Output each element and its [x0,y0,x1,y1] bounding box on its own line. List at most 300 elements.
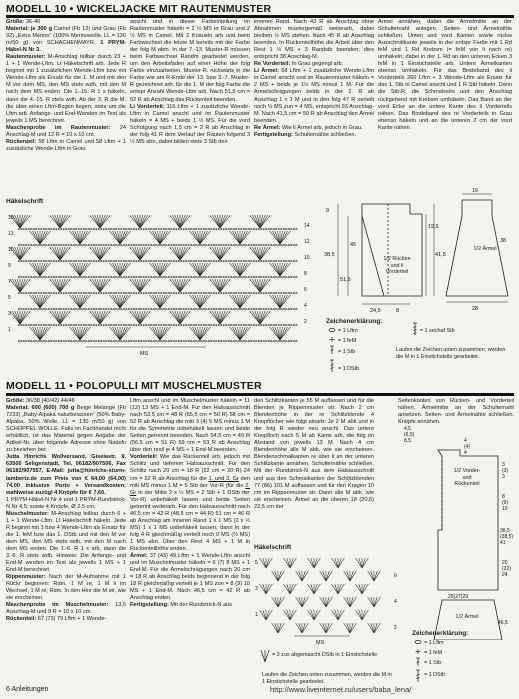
m11-stitch [278,571,284,581]
m10-chain [293,276,297,278]
m10-chain [143,308,147,310]
m10-chain [208,340,212,342]
m10-chain [58,260,62,262]
m11c4-para-0: Seitenkanten von Rücken- und Vorderteil nähen, Ärmelmitte an der Schulternaht ansetzen. Seiten- und Ärmelnähte schließen. Knöpfe annähen. [398,398,514,426]
m10-stitch [120,327,125,340]
m10-chain [143,244,147,246]
m10-chain [223,260,227,262]
m10-chain [188,292,192,294]
m10-chain [38,276,42,278]
m10-chain [143,228,147,230]
sch10-right-top: 16 [472,188,479,194]
m10-chain [273,228,277,230]
m10-chain [118,292,122,294]
m10-stitch [75,263,80,276]
m10-chain [43,244,47,246]
model11-schematic [398,410,516,640]
m11-stitch [362,558,368,568]
m10-chain [163,260,167,262]
m10-chart-row-5: 5 [8,295,11,301]
m11c1-para-6: Maschenprobe im Muschelmuster: 13,5 Anschlag-M und 9 R = 10 x 10 cm. [6,602,126,616]
m11-stitch [314,610,317,620]
m10-chain [113,260,117,262]
model10-text-col4 [378,19,512,179]
m10-chain [108,324,112,326]
m10-chain [93,228,97,230]
m10-chain [88,228,92,230]
m10-stitch [15,247,20,260]
m10-chain [198,292,202,294]
m10-chain [63,292,67,294]
m10-chain [243,228,247,230]
m10-chain [78,340,82,342]
m10-chain [268,228,272,230]
m10-chain [103,324,107,326]
m10-stitch [175,311,180,324]
m11-stitch [332,610,338,620]
m10-chain [33,308,37,310]
m10-chain [68,260,72,262]
m10-stitch [120,231,125,244]
m10-stitch [155,295,160,308]
m10-chain [73,324,77,326]
m10c2-para-0: anschl und in dieser Farbeinteilung im Rautenmuster häkeln = 2 ½ MS in Grau und 2 ½ MS in Camel. Mit 2 Knäueln arb und beim Farbwechsel die letzte M bereits mit der Farbe der folg M abm. In der 7.-13. Muster-R müssen beim Farbwechsel Randm gearbeitet werden, um den Arbeitsfaden auf einer Höhe der folg Farbe einzuarbeiten. Muster-R. rückwärts in die Farbe wie am R-Ende der 13. bzw 3.-7. Muster-R gezeichnet arb, für die 1. M der folg Farbe die entspr Anzahl Wende-Lftm arb. Nach 51,5 cm = 62 R ab Anschlag das Rückenteil beenden. [130,19,250,103]
m10-chain [108,276,112,278]
m10-stitch [15,215,20,228]
m10-stitch [80,263,85,276]
m10-chain [128,308,132,310]
m10-chain [233,308,237,310]
m10-stitch [180,279,185,292]
m10-chain [33,340,37,342]
m11-stitch [278,623,281,633]
m10c2-para-1: Li Vorderteil: 116 Lftm + 1 zusätzliche Wende-Lftm in Camel anschl und im Rautenmuster häkeln = 4 MS + beids 1 ½ MS. Für die vord Schrägung nach 1,5 cm = 2 R ab Anschlag in der folg 41 R dem Verlauf der Rauten folgend 3 ½ MS abn, dabei bilden stets 3 Stb den [130,103,250,145]
m10-chain [73,228,77,230]
m10-chain [233,292,237,294]
m10-chain [193,292,197,294]
m10-stitch [175,279,180,292]
m10-chain [53,260,57,262]
m10-chain [118,244,122,246]
m10-chain [218,228,222,230]
m10-chain [73,244,77,246]
m10-chain [28,244,32,246]
m10-chain [213,244,217,246]
m11c1-para-2: Jutta Hinrichs Wollversand, Giselastr. 9, 63500 Seligenstadt, Tel. 06182/907506, Fax 06182/907557, E-Mail: jutta@hinrichs-sturm-lambertz.de zum Preis von € 64,00 (64,00) 74,00 inklusive Porto + Versandkosten; wahlweise zuzügl 4 Knöpfe für € 7,60. [6,454,126,496]
m10-chain [208,276,212,278]
m10-chain [208,228,212,230]
m10-chain [208,308,212,310]
m11-stitch [266,584,272,594]
m10-chain [133,308,137,310]
m10-chain [103,228,107,230]
m10-chain [248,340,252,342]
m10-chain [183,324,187,326]
m11-chart-ms: MS [316,640,325,646]
m10-chain [23,228,27,230]
s11-f2: (22) [502,566,511,572]
m10-chain [178,260,182,262]
m10-chain [138,260,142,262]
m11-stitch [332,584,338,594]
m10-chain [48,260,52,262]
m10-chain [53,308,57,310]
sch10-bot1: 24,5 [370,308,381,314]
sch10-right-r1: 19,5 [428,224,439,230]
m10-stitch [220,311,225,324]
m10-stitch [40,327,45,340]
m10-chain [28,308,32,310]
m10-chain [28,340,32,342]
m10-chain [48,228,52,230]
m10c3-para-3: Re Ärmel: Wie li Ärmel arb, jedoch in Grau. [254,124,363,131]
m10-chain [43,260,47,262]
m10-chain [38,260,42,262]
m10-chain [168,260,172,262]
m10-stitch [160,327,165,340]
sch10-right-r2: 41,5 [435,252,446,258]
m11-stitch [362,584,365,594]
m11-stitch [290,558,293,568]
m10-chain [133,244,137,246]
m10-chain [93,340,97,342]
m10-chain [68,340,72,342]
m10-chain [283,276,287,278]
m11c2-para-2: Ärmel: 37 (43) 49 Lftm + 1 Wende-Lftm anschl und im Muschelmuster häkeln = 6 (7) 8 MS + 1 End-M. Für die Ärmelschrägungen nach 20 cm = 18 R ab Anschlag beids beginnend in der folg 18 R gleichmäßig verteilt je 1 MS zun = 8 (9) 10 MS + 1 End-M. Nach 46,5 cm = 42 R ab Anschlag enden. [130,553,250,602]
m10-chain [278,244,282,246]
m10-chain [123,308,127,310]
m10-chain [73,340,77,342]
m10-chain [33,292,37,294]
m10-chain [63,324,67,326]
m10-chain [278,292,282,294]
m10-stitch [60,215,65,228]
m10-chain [48,244,52,246]
m10-chain [253,276,257,278]
m10-chain [23,292,27,294]
m10-chain [158,244,162,246]
m10-chart-rowr-10: 10 [304,255,310,261]
m10-chain [128,228,132,230]
m11-stitch [311,558,314,568]
m10-stitch [215,215,220,228]
m10-stitch [55,215,60,228]
m10-chain [183,276,187,278]
m10-chain [283,228,287,230]
m10-chain [43,340,47,342]
m10-chain [238,340,242,342]
m11-stitch [266,558,269,568]
m11-stitch [296,597,302,607]
m11c1-para-3: 1 PRYM-Häkel-N Nr 4 und 1 PRYM-Rundstrick-N Nr 4,5; sowie 4 Knöpfe, Ø 2,5 cm. [6,496,126,510]
m10-chain [178,308,182,310]
m10-chain [83,260,87,262]
m10-chain [168,276,172,278]
m11-stitch [314,584,317,594]
m10-stitch [135,311,140,324]
m11-stitch [338,558,341,568]
model10-rule [6,15,514,18]
m10-chain [283,324,287,326]
m10-stitch [140,311,145,324]
m10c1-para-0: Größe: 36-40 [6,19,41,25]
m10-chain [293,324,297,326]
model11-title: POLOPULLI MIT MUSCHELMUSTER [76,380,262,392]
m10-chart-row-3: 3 [8,311,11,317]
m11-chart-row-6: 6 [394,573,397,579]
m10-chain [163,340,167,342]
m10-chain [173,228,177,230]
m10-chain [233,324,237,326]
m10-chain [153,228,157,230]
source-url[interactable]: http://www.liveinternet.ru/users/baba_lena/ [270,685,412,694]
s11-c2: (3) [502,468,509,474]
m10-chain [193,324,197,326]
m10-chain [93,308,97,310]
m10-chain [153,324,157,326]
m11-stitch [284,558,290,568]
m10-chain [188,340,192,342]
m10-chain [258,340,262,342]
m10-stitch [220,215,225,228]
m10-stitch [20,247,25,260]
m10-chain [88,324,92,326]
m11c2-para-0: Lftm anschl und im Muschelmuster häkeln = 11 (12) 13 MS + 1 End-M. Für den Halsausschnitt nach 53,5 cm = 48 R (55,5 cm = 50 R) 58 cm = 52 R ab Anschlag die mitt 3 (4) 5 MS minus 1 M für die Symmetrie unbehäkelt lassen und beide Seiten getrennt beenden. Nach 54,5 cm = 49 R (56,5 cm = 51 R) 59 cm = 53 R ab Anschlag über den restl je 4 MS + 1 End-M beenden. [130,398,250,454]
m11-legend-4: = 1 DStb [424,672,446,678]
m11-stitch [338,610,341,620]
m10-chain [98,276,102,278]
m10-chain [133,292,137,294]
m10-chain [178,340,182,342]
m10-chain [268,244,272,246]
m10-chain [243,292,247,294]
m10-chain [268,260,272,262]
m10-stitch [80,231,85,244]
s11-d3: 10 [502,506,508,512]
m10-chain [153,292,157,294]
m10-chain [78,276,82,278]
m10-chart-rowr-4: 4 [304,303,307,309]
sch10-left-mid: 38,5 [324,252,335,258]
m10-stitch [160,263,165,276]
m11-stitch [344,571,350,581]
m10-chain [108,308,112,310]
m10-chain [123,276,127,278]
m10-chain [178,324,182,326]
m10-chain [103,260,107,262]
m10-chain [188,228,192,230]
m11-stitch [356,610,362,620]
sch10-back-label: 1/2 Rücken und li Vorderteil [383,256,411,275]
m10-chain [223,244,227,246]
m10c1-para-2: Rautenmuster: M-Anschlag teilbar durch 23 + 1 + 1 Wende-Lftm. Lt Häkelschrift arb. Jede R beginnt mit 1 zusätzlichen Wende-Lftm bzw mit Wende-Lftm als Ersatz für die 1. M und mit den M vor dem MS, den MS stets wdh, mit den M nach dem MS enden. Die 1.-15. R 1 x häkeln, dann die 4.-15. R stets wdh. Ab der 3. R die M, die über einen Lftm-Bogen liegen, stets um die Lftm arb. Anfangs- und End-Wenden im Text als jeweils 1 MS berechnet. [6,54,126,124]
m10-stitch [280,327,285,340]
m10-chain [98,308,102,310]
m10-chain [153,244,157,246]
m11c1-para-7: Rückenteil: 67 (73) 79 Lftm + 1 Wende- [6,616,107,623]
m10-chain [218,308,222,310]
m10-chain [38,324,42,326]
m10-stitch [240,327,245,340]
sch10-left-bot: 51,5 [340,277,351,283]
m10-stitch [155,263,160,276]
m10-stitch [275,327,280,340]
m10-chain [228,324,232,326]
m10-chain [263,324,267,326]
m10-chain [248,260,252,262]
m11-stitch [290,584,296,594]
m10-chain [228,276,232,278]
s11-a2: (6,5) [404,432,415,438]
m10-chain [28,292,32,294]
m10-chain [63,340,67,342]
m10-chain [38,308,42,310]
m10-stitch [180,215,185,228]
m11-stitch [350,623,356,633]
m11-stitch [302,571,308,581]
model11-text-col3 [254,398,374,538]
m10-chain [23,308,27,310]
m10-chain [163,244,167,246]
m10-chain [23,324,27,326]
model10-number: MODELL 10 [6,3,67,15]
m11-chart-row-5: 5 [255,560,258,566]
m10-stitch [260,279,265,292]
m11-stitch [338,610,344,620]
m10-stitch [180,311,185,324]
m11-stitch [287,584,290,594]
m10-chain [238,244,242,246]
m10-chain [68,244,72,246]
s11-d2: (9) [502,500,509,506]
m10-stitch [35,231,40,244]
m10-legend-right: = 1 sechaf Stb [420,328,455,334]
m10-stitch [235,263,240,276]
m10-stitch [135,279,140,292]
m11-stitch [347,571,350,581]
m10-stitch [95,279,100,292]
m10-chain [103,308,107,310]
m10-chain [203,340,207,342]
m10-chain [208,260,212,262]
m11-stitch [302,571,305,581]
m10-stitch [200,263,205,276]
m10-chain [163,308,167,310]
m10-chain [208,292,212,294]
model11-rule [6,393,514,396]
m11-legend-2: = 1 feM [424,650,443,656]
m10-chain [123,260,127,262]
m10-stitch [95,311,100,324]
m10-chain [268,276,272,278]
m10-legend-3: = 1 Stb [338,349,356,355]
m10-chain [103,276,107,278]
m10-chain [58,308,62,310]
s11-b1: 4 [464,438,467,444]
m10-chain [103,292,107,294]
m11-stitch [335,610,338,620]
m10-stitch [255,247,260,260]
m10-chain [278,324,282,326]
m10-chain [293,244,297,246]
m10-chain [103,244,107,246]
m11-chart-row-1: 1 [255,612,258,618]
m11c1-para-5: Rippenmuster: Nach der M-Aufnahme mit 1 Rückr beginnen: Rdm, 1 M re, 1 M li im Wechsel, 1 M re, Rdm. In den Hinr die M str, wie sie erscheinen. [6,574,126,602]
m10-chain [248,324,252,326]
sch10-right-r3: 38 [500,238,507,244]
m11-stitch [320,597,326,607]
m11-stitch [278,597,281,607]
m10-chain [38,244,42,246]
m10-chain [138,308,142,310]
m10-chain [198,308,202,310]
m10-chain [98,324,102,326]
m10-chain [83,324,87,326]
sch10-left-inner: 45 [350,242,357,248]
m10-stitch [20,311,25,324]
m10-chain [113,292,117,294]
m10-stitch [235,327,240,340]
m10-chain [288,244,292,246]
m10-stitch [260,215,265,228]
m10-chain [58,324,62,326]
m11-stitch [275,597,278,607]
sch10-bot2: 8 [396,308,400,314]
m10-chain [163,276,167,278]
m10-chain [68,228,72,230]
m10-chain [48,292,52,294]
m10-chain [128,324,132,326]
m10-chain [118,260,122,262]
m10-chain [253,308,257,310]
m10-chain [113,228,117,230]
m10-chain [193,244,197,246]
m11-stitch [335,584,338,594]
m10-chart-rowr-14: 14 [304,223,310,229]
m10-chain [263,292,267,294]
m10-chain [173,340,177,342]
m10-chain [233,276,237,278]
m11-stitch [368,623,374,633]
m10-stitch [75,231,80,244]
m11c2-para-3: Fertigstellung: Mit der Rundstrick-N aus [130,602,232,609]
m10-chain [113,244,117,246]
m10-chain [128,340,132,342]
m10-chain [98,340,102,342]
m11-stitch [263,558,266,568]
m10-chart-rowr-12: 12 [304,239,310,245]
m10-chain [273,276,277,278]
m10-stitch [240,295,245,308]
m10-chain [218,340,222,342]
m10-stitch [115,231,120,244]
m10-stitch [155,231,160,244]
m10-chain [123,244,127,246]
m11-stitch [299,623,302,633]
m10-chain [18,276,22,278]
m10-chain [53,340,57,342]
m10-stitch [260,247,265,260]
m10-chain [253,324,257,326]
m11-stitch [272,597,278,607]
m10-stitch [20,279,25,292]
m10-chain [168,340,172,342]
m10-stitch [75,295,80,308]
m11-stitch [350,597,356,607]
m10-chain [278,260,282,262]
m11-stitch [314,558,320,568]
m10-chain [223,324,227,326]
